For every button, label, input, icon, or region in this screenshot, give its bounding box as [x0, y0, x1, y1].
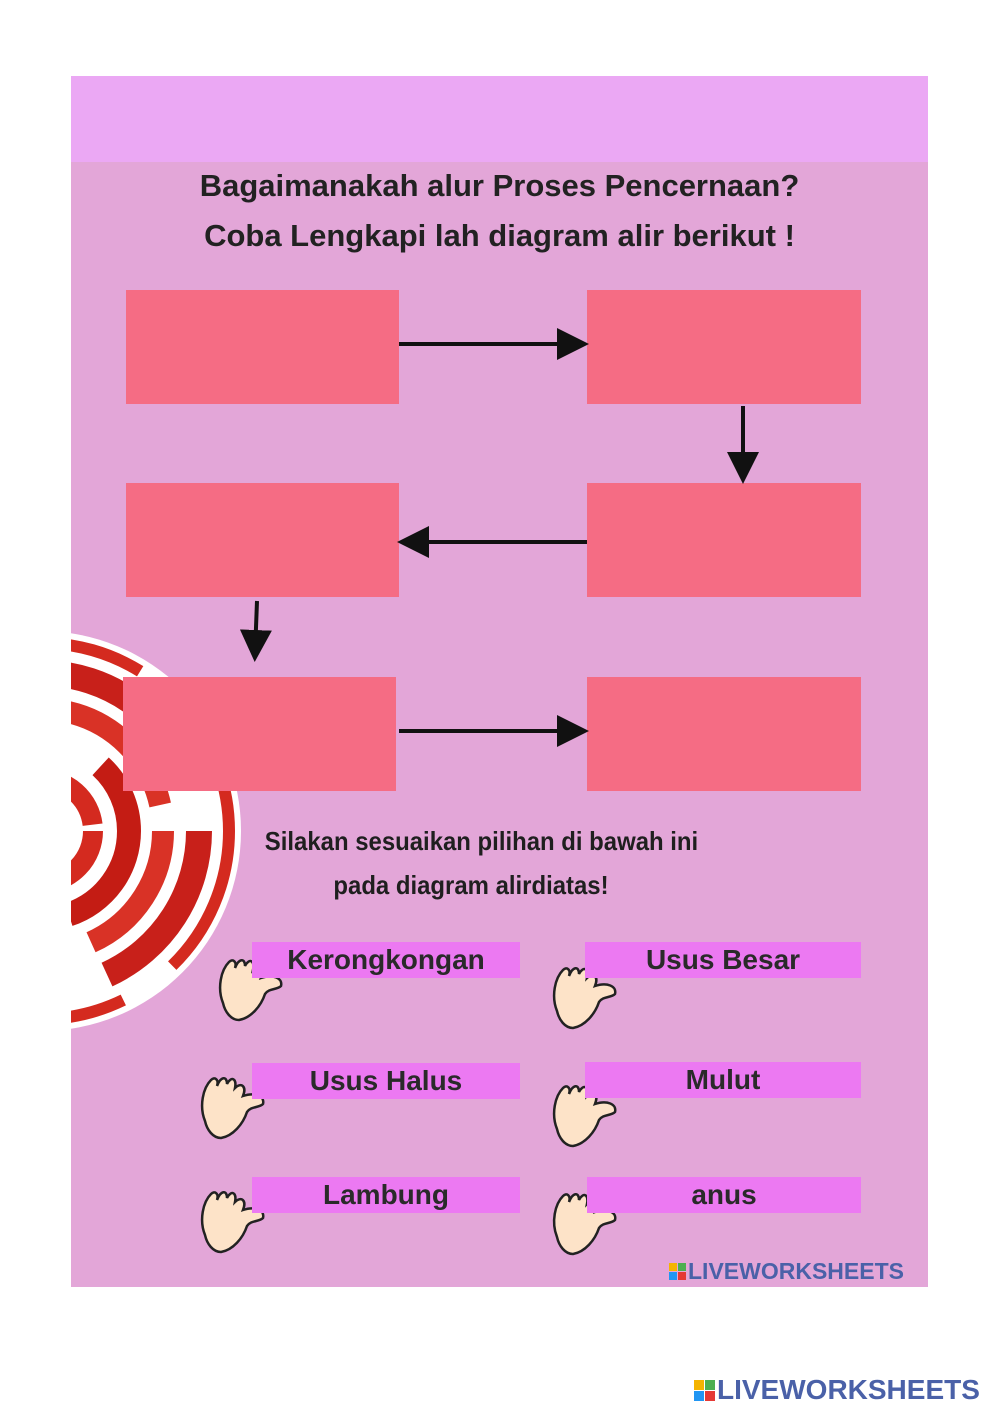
- answer-box-3[interactable]: [587, 483, 861, 597]
- answer-box-5[interactable]: [123, 677, 396, 791]
- liveworksheets-watermark: [669, 1258, 904, 1285]
- title-line-2: Coba Lengkapi lah diagram alir berikut !: [204, 218, 795, 253]
- option-usus-halus[interactable]: Usus Halus: [252, 1063, 520, 1099]
- liveworksheets-footer-logo[interactable]: [694, 1374, 980, 1406]
- liveworksheets-logo-icon: [694, 1380, 715, 1401]
- liveworksheets-logo-icon: [669, 1263, 686, 1280]
- option-lambung[interactable]: Lambung: [252, 1177, 520, 1213]
- footer-logo-text: LIVEWORKSHEETS: [717, 1374, 980, 1405]
- worksheet-page: [71, 76, 928, 1287]
- answer-box-2[interactable]: [587, 290, 861, 404]
- answer-box-1[interactable]: [126, 290, 399, 404]
- top-band: [71, 76, 928, 162]
- option-anus[interactable]: anus: [587, 1177, 861, 1213]
- answer-box-6[interactable]: [587, 677, 861, 791]
- instruction-line-1: Silakan sesuaikan pilihan di bawah ini: [264, 826, 699, 856]
- option-kerongkongan[interactable]: Kerongkongan: [252, 942, 520, 978]
- watermark-text: LIVEWORKSHEETS: [688, 1258, 904, 1284]
- answer-box-4[interactable]: [126, 483, 399, 597]
- title-line-1: Bagaimanakah alur Proses Pencernaan?: [199, 168, 800, 203]
- instruction-line-2: pada diagram alirdiatas!: [333, 870, 609, 900]
- arrow-down-2: [255, 601, 257, 654]
- option-mulut[interactable]: Mulut: [585, 1062, 861, 1098]
- option-usus-besar[interactable]: Usus Besar: [585, 942, 861, 978]
